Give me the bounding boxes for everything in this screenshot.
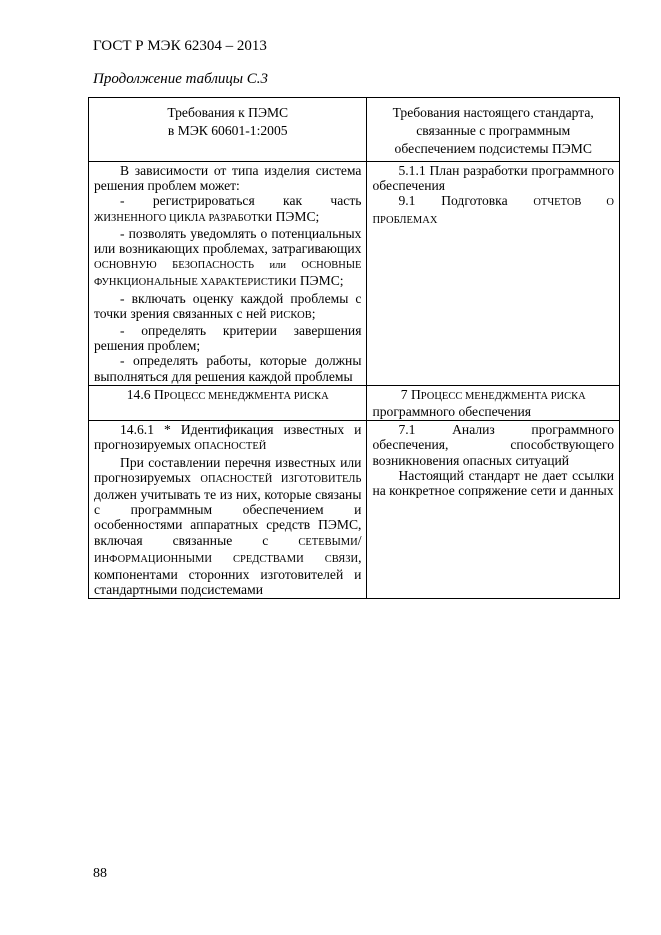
col1-header — [89, 98, 367, 162]
row1-right-cell — [367, 162, 620, 386]
row3-title: 14.6.1 * Идентификация известных и прогнозируемых ОПАСНОСТЕЙ — [94, 422, 362, 453]
row1-ref: 9.1 Подготовка ОТЧЕТОВ О ПРОБЛЕМАХ — [372, 193, 614, 226]
row3-ref: 7.1 Анализ программного обеспечения, способствующего возникновения опасных ситуаций — [372, 422, 614, 468]
row2-right-cell: 7 ПРОЦЕСС МЕНЕДЖМЕНТА РИСКА программного обеспечения — [367, 385, 620, 420]
row3-left-cell — [89, 421, 367, 599]
row1-bullet: - включать оценку каждой проблемы с точки зрения связанных с ней РИСКОВ; — [94, 290, 362, 321]
col2-header — [367, 98, 620, 162]
table-row — [89, 162, 620, 386]
row1-intro: В зависимости от типа изделия система решения проблем может: — [94, 163, 362, 194]
col2-header-line: обеспечением подсистемы ПЭМС — [394, 141, 592, 156]
col2-header-line: связанные с программным — [416, 123, 571, 138]
col1-header-line: Требования к ПЭМС — [167, 105, 289, 120]
row3-right-cell — [367, 421, 620, 599]
row3-note: Настоящий стандарт не дает ссылки на конкретное сопряжение сети и данных — [372, 467, 614, 499]
row1-left-cell — [89, 162, 367, 386]
row2-left-cell: 14.6 ПРОЦЕСС МЕНЕДЖМЕНТА РИСКА — [89, 385, 367, 420]
col2-header-line: Требования настоящего стандарта, — [392, 105, 594, 120]
row1-ref: 5.1.1 План разработки программного обеспечения — [372, 163, 614, 194]
row1-bullet: - позволять уведомлять о потенциальных или возникающих проблемах, затрагивающих ОСНОВНУЮ БЕЗОПАСНОСТЬ или ОСНОВНЫЕ ФУНКЦИОНАЛЬНЫЕ ХАРАКТЕРИСТИКИ ПЭМС; — [94, 225, 362, 289]
table-header-row — [89, 98, 620, 162]
row1-bullet: - определять работы, которые должны выполняться для решения каждой проблемы — [94, 353, 362, 384]
row1-bullet: - регистрироваться как часть ЖИЗНЕННОГО ЦИКЛА РАЗРАБОТКИ ПЭМС; — [94, 193, 362, 224]
page-number: 88 — [93, 866, 107, 881]
table-row — [89, 421, 620, 599]
col1-header-line: в МЭК 60601-1:2005 — [167, 123, 288, 138]
table-continuation-caption: Продолжение таблицы С.3 — [93, 71, 269, 87]
table-row — [89, 385, 620, 420]
row1-bullet: - определять критерии завершения решения проблем; — [94, 323, 362, 354]
row3-paragraph: При составлении перечня известных или прогнозируемых ОПАСНОСТЕЙ ИЗГОТОВИТЕЛЬ должен учитывать те из них, которые связаны с программным обеспечением и особенностями аппаратных средств ПЭМС, включая связанные с СЕТЕВЫМИ/ИНФОРМАЦИОННЫМИ СРЕДСТВАМИ СВЯЗИ, компонентами сторонних изготовителей и стандартными подсистемами — [94, 454, 362, 598]
standard-header: ГОСТ Р МЭК 62304 – 2013 — [93, 38, 267, 54]
requirements-table — [88, 97, 620, 599]
